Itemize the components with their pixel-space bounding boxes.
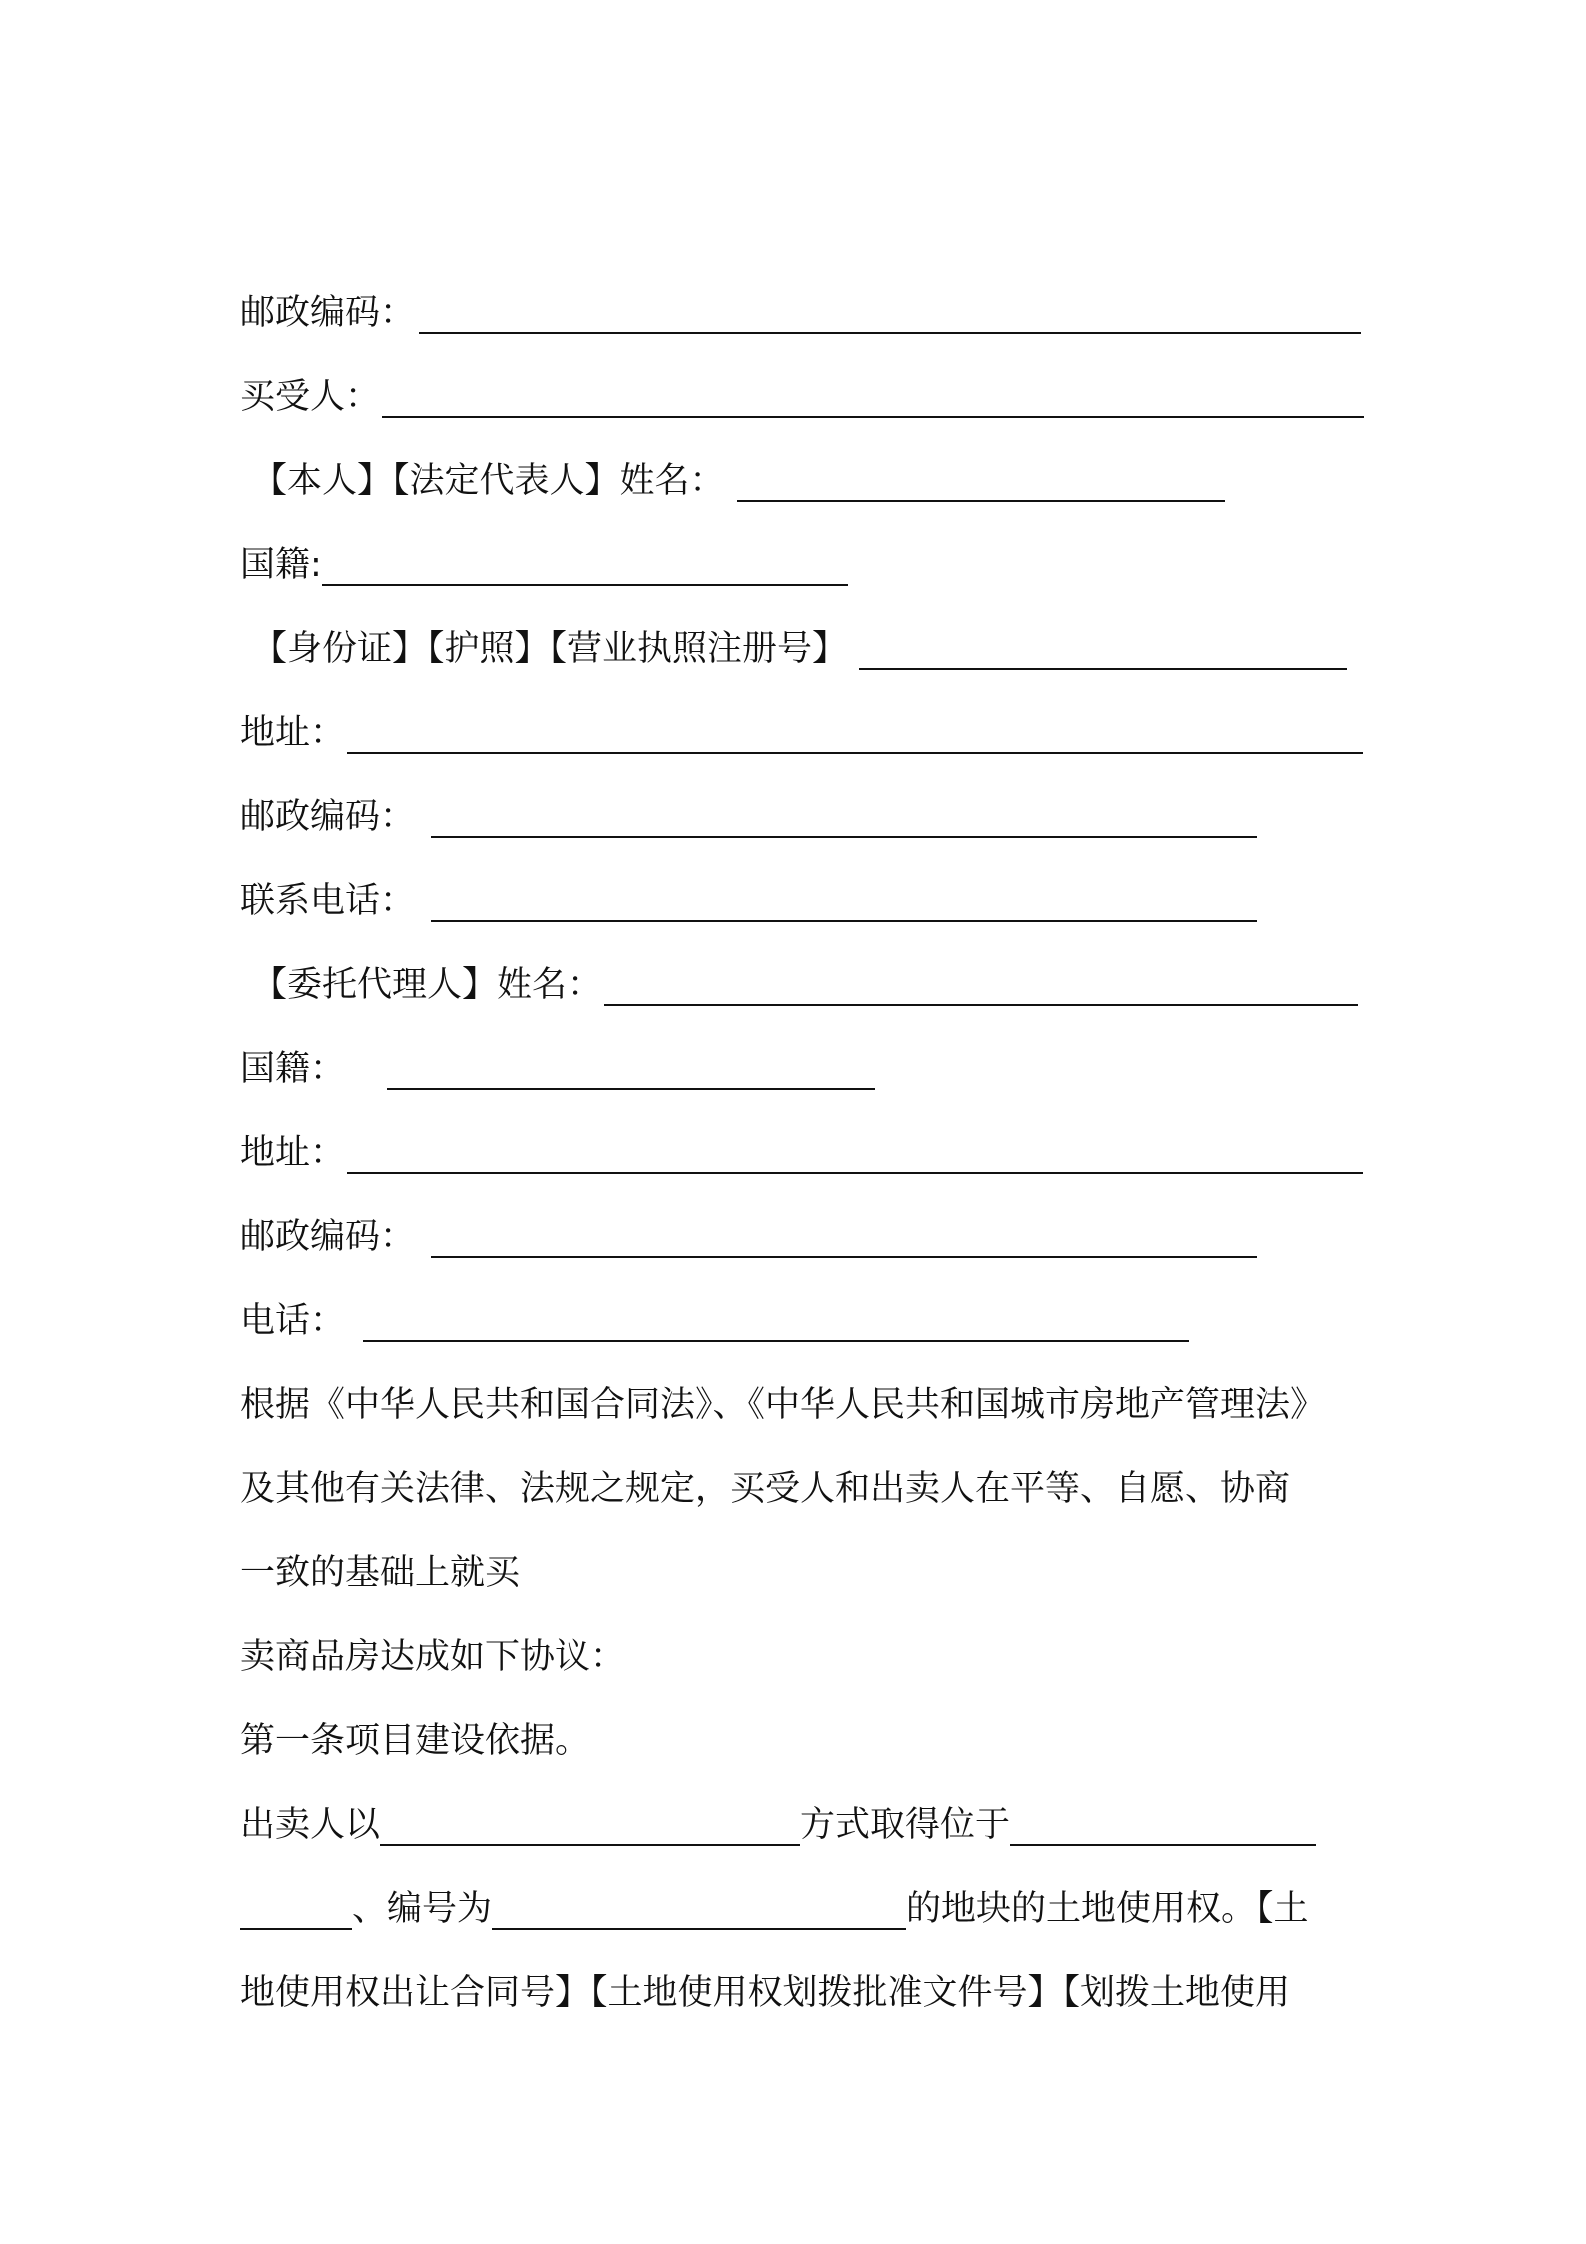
basis-text-2: 及其他有关法律、法规之规定，买受人和出卖人在平等、自愿、协商: [240, 1469, 1291, 1509]
agent-name-field[interactable]: [604, 966, 1358, 1006]
buyer-phone-label: 联系电话：: [240, 881, 416, 921]
article-1-text-e: 地使用权出让合同号】【土地使用权划拨批准文件号】【划拨土地使用: [240, 1973, 1291, 2013]
agent-phone-field[interactable]: [363, 1302, 1189, 1342]
buyer-label: 买受人：: [240, 377, 381, 417]
seller-postcode-field[interactable]: [419, 294, 1361, 334]
article-1-text-c: 、编号为: [352, 1889, 493, 1929]
buyer-field[interactable]: [382, 378, 1364, 418]
buyer-postcode-label: 邮政编码：: [240, 797, 416, 837]
article-1-text-b: 方式取得位于: [800, 1805, 1011, 1845]
agent-address-field[interactable]: [347, 1134, 1363, 1174]
buyer-postcode-row: [240, 794, 1257, 840]
agent-address-row: [240, 1130, 1363, 1176]
acquisition-method-field[interactable]: [380, 1806, 800, 1846]
buyer-name-field[interactable]: [737, 462, 1225, 502]
buyer-postcode-field[interactable]: [431, 798, 1257, 838]
basis-text-3: 一致的基础上就买: [240, 1553, 521, 1593]
buyer-id-field[interactable]: [859, 630, 1347, 670]
buyer-address-label: 地址：: [240, 713, 346, 753]
buyer-nationality-label: 国籍:: [240, 545, 322, 585]
agent-postcode-label: 邮政编码：: [240, 1217, 416, 1257]
article-1-text-a: 出卖人以: [240, 1805, 381, 1845]
agent-name-label: 【委托代理人】姓名：: [252, 965, 603, 1005]
buyer-address-row: [240, 710, 1363, 756]
plot-number-field[interactable]: [492, 1890, 906, 1930]
article-1-title-text: 第一条项目建设依据。: [240, 1721, 591, 1761]
agent-address-label: 地址：: [240, 1133, 346, 1173]
basis-text-4: 卖商品房达成如下协议：: [240, 1637, 626, 1677]
agent-name-row: [252, 962, 1358, 1008]
basis-text-1: 根据《中华人民共和国合同法》、《中华人民共和国城市房地产管理法》: [240, 1385, 1326, 1425]
buyer-id-label: 【身份证】【护照】【营业执照注册号】: [252, 629, 848, 669]
article-1-title: [240, 1718, 590, 1764]
buyer-name-label: 【本人】【法定代表人】姓名：: [252, 461, 725, 501]
agent-nationality-field[interactable]: [387, 1050, 875, 1090]
agent-phone-label: 电话：: [240, 1301, 346, 1341]
basis-paragraph-line-3: [240, 1550, 520, 1596]
buyer-id-row: [252, 626, 1347, 672]
buyer-row: [240, 374, 1364, 420]
agent-phone-row: [240, 1298, 1189, 1344]
article-1-text-d: 的地块的土地使用权。【土: [906, 1889, 1309, 1929]
buyer-phone-row: [240, 878, 1257, 924]
article-1-line-1: [240, 1802, 1316, 1848]
basis-paragraph-line-2: [240, 1466, 1290, 1512]
article-1-line-2: [240, 1886, 1309, 1932]
agent-nationality-label: 国籍：: [240, 1049, 346, 1089]
agent-nationality-row: [240, 1046, 875, 1092]
agent-postcode-field[interactable]: [431, 1218, 1257, 1258]
seller-postcode-label: 邮政编码：: [240, 293, 416, 333]
buyer-nationality-field[interactable]: [322, 546, 848, 586]
buyer-phone-field[interactable]: [431, 882, 1257, 922]
article-1-line-3: [240, 1970, 1290, 2016]
agent-postcode-row: [240, 1214, 1257, 1260]
seller-postcode-row: [240, 290, 1361, 336]
buyer-nationality-row: [240, 542, 848, 588]
basis-paragraph-line-4: [240, 1634, 625, 1680]
basis-paragraph-line-1: [240, 1382, 1325, 1428]
land-location-field[interactable]: [1010, 1806, 1316, 1846]
buyer-name-row: [252, 458, 1225, 504]
buyer-address-field[interactable]: [347, 714, 1363, 754]
land-location-field-continued[interactable]: [240, 1890, 352, 1930]
